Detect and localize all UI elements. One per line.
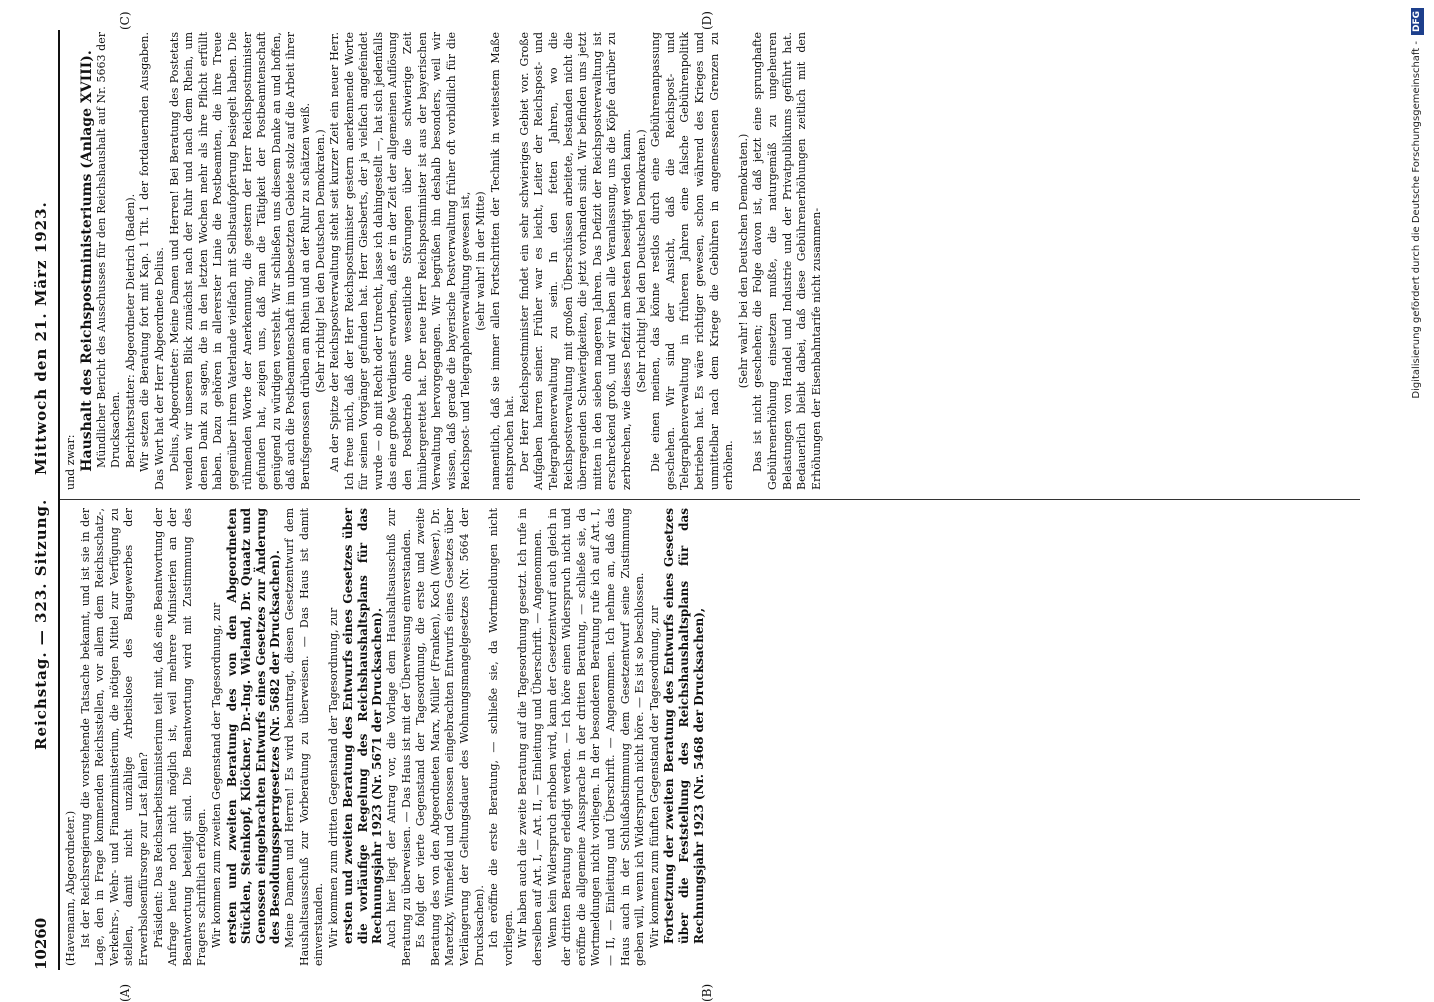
interjection: (Sehr richtig! bei den Deutschen Demokraten.) bbox=[634, 129, 648, 393]
speech-paragraph: namentlich, daß sie immer allen Fortschritten der Technik in weitestem Maße entsprochen hat. bbox=[488, 32, 517, 490]
paragraph: Es folgt der vierte Gegenstand der Tagesordnung, die erste und zweite Beratung des von den Abgeordneten Marx, Müller (Franken), Koch (Weser), Dr. Maretzky, Winnefeld und Genossen eingebrachten Entwurfs eines Gesetzes über Verlängerung der Geltungsdauer des Wohnungsmangelgesetzes (Nr. 5664 der Drucksachen). bbox=[414, 508, 486, 966]
agenda-item: Fortsetzung der zweiten Beratung des Entwurfs eines Gesetzes über die Feststellung des Reichshaushaltsplans für das Rechnungsjahr 1923 (Nr. 5468 der Drucksachen), bbox=[662, 508, 706, 944]
paragraph: Wir setzen die Beratung fort mit Kap. 1 Tit. 1 der fortdauernden Ausgaben. Das Wort hat der Herr Abgeordnete Delius. bbox=[138, 32, 166, 490]
paragraph: Ich eröffne die erste Beratung, — schließe sie, da Wortmeldungen nicht vorliegen. bbox=[487, 508, 515, 966]
paragraph: Wir kommen zum fünften Gegenstand der Tagesordnung, zur bbox=[647, 605, 661, 948]
paragraph: Wir haben auch die zweite Beratung auf die Tagesordnung gesetzt. Ich rufe in derselben auf Art. I, — Art. II, — Einleitung und Überschrift. — Angenommen. bbox=[516, 508, 544, 966]
speech-paragraph: Der Herr Reichspostminister findet ein sehr schwieriges Gebiet vor. Große Aufgaben harren seiner. Früher war es leicht, Leiter der Reichspost- und Telegraphenverwaltung zu sein. In den fetten Jahren, wo die Reichspostverwaltung mit großen Überschüssen arbeitete, bestanden nicht die überragenden Schwierigkeiten, die jetzt vorhanden sind. Wir befinden uns jetzt mitten in den sieben mageren Jahren. Das Defizit der Reichspostverwaltung ist erschreckend groß, und wir haben alle Veranlassung, uns die Köpfe darüber zu zerbrechen, wie dieses Defizit am besten beseitigt werden kann. bbox=[517, 32, 633, 490]
running-title-right: Mittwoch den 21. März 1923. bbox=[32, 201, 50, 475]
paragraph: Ist der Reichsregierung die vorstehende Tatsache bekannt, und ist sie in der Lage, den in Frage kommenden Reichsstellen, vor allem dem Reichsschatz-, Verkehrs-, Wehr- und Finanzministerium, die nötigen Mittel zur Verfügung zu stellen, damit nicht unzählige Arbeitslose des Baugewerbes der Erwerbslosenfürsorge zur Last fallen? bbox=[78, 508, 150, 966]
marker-d: (D) bbox=[700, 11, 714, 30]
speech-paragraph: Die einen meinen, das könne restlos durch eine Gebührenanpassung geschehen. Wir sind der Ansicht, daß die Reichspost- und Telegraphenverwaltung in früheren Jahren eine falsche Gebührenpolitik betrieben hat. Es wäre richtiger gewesen, schon während des Krieges und unmittelbar nach dem Kriege die Gebühren in angemessenen Grenzen zu erhöhen. bbox=[649, 32, 736, 490]
report-line: Mündlicher Bericht des Ausschusses für den Reichshaushalt auf Nr. 5663 der Drucksachen. bbox=[94, 32, 123, 468]
paragraph: Wenn kein Widerspruch erhoben wird, kann der Gesetzentwurf auch gleich in der dritten Beratung erledigt werden. — Ich höre einen Widerspruch nicht und eröffne die allgemeine Aussprache in der dritten Beratung, — schließe sie, da Wortmeldungen nicht vorliegen. In der besonderen Beratung rufe ich auf Art. I, — II, — Einleitung und Überschrift. — Angenommen. Ich nehme an, daß das Haus auch in der Schlußabstimmung dem Gesetzentwurf seine Zustimmung geben will, wenn ich Widerspruch nicht höre. — Es ist so beschlossen. bbox=[545, 508, 647, 966]
page-number: 10260 bbox=[32, 917, 50, 970]
dfg-badge: DFG bbox=[1411, 8, 1424, 35]
paragraph: Wir kommen zum zweiten Gegenstand der Tagesordnung, zur bbox=[209, 602, 223, 948]
agenda-item: ersten und zweiten Beratung des von den Abgeordneten Stücklen, Steinkopf, Klöckner, Dr.-Ing. Wieland, Dr. Quaatz und Genossen eingebrachten Entwurfs eines Gesetzes zur Änderung des Besoldungssperrgesetzes (Nr. 5682 der Drucksachen). bbox=[224, 508, 283, 944]
speech-paragraph: Delius, Abgeordneter: Meine Damen und Herren! Bei Beratung des Postetats wenden wir unseren Blick zunächst nach der Ruhr und nach dem Rhein, um denen Dank zu sagen, die in den letzten Wochen mehr als ihre Pflicht erfüllt haben. Dazu gehören in allererster Linie die Postbeamten, die ihre Treue gegenüber ihrem Vaterlande vielfach mit Selbstaufopferung besiegelt haben. Die rühmenden Worte der Anerkennung, die gestern der Herr Reichspostminister gefunden hat, zeigen uns, daß man die Tätigkeit der Postbeamtenschaft genügend zu würdigen versteht. Wir schließen uns diesem Danke an und hoffen, daß auch die Postbeamtenschaft im unbesetzten Gebiete stolz auf die Arbeit ihrer Berufsgenossen drüben am Rhein und an der Ruhr zu schätzen weiß. bbox=[167, 32, 312, 490]
digitization-credit bbox=[1404, 0, 1430, 1000]
right-column bbox=[64, 32, 824, 490]
agenda-item: ersten und zweiten Beratung des Entwurfs eines Gesetzes über die vorläufige Regelung des Reichshaushaltsplans für das Rechnungsjahr 1923 (Nr. 5671 der Drucksachen). bbox=[341, 508, 385, 944]
speaker-continuation: (Havemann, Abgeordneter.) bbox=[64, 810, 77, 966]
paragraph: und zwar: bbox=[64, 434, 77, 490]
running-title-left: Reichstag. — 323. Sitzung. bbox=[32, 498, 50, 750]
section-heading: Haushalt des Reichspostministeriums (Anlage XVIII). bbox=[78, 50, 95, 472]
paragraph: Wir kommen zum dritten Gegenstand der Tagesordnung, zur bbox=[326, 607, 340, 948]
paragraph: Präsident: Das Reichsarbeitsministerium teilt mit, daß eine Beantwortung der Anfrage heute noch nicht möglich ist, weil mehrere Ministerien an der Beantwortung beteiligt sind. Die Beantwortung wird mit Zustimmung des Fragers schriftlich erfolgen. bbox=[151, 508, 209, 966]
interjection: (Sehr wahr! bei den Deutschen Demokraten.) bbox=[736, 133, 750, 389]
paragraph: Auch hier liegt der Antrag vor, die Vorlage dem Haushaltsausschuß zur Beratung zu überweisen. — Das Haus ist mit der Überweisung einverstanden. bbox=[385, 508, 413, 966]
speech-paragraph: Das ist nicht geschehen; die Folge davon ist, daß jetzt eine sprunghafte Gebührenerhöhung einsetzen mußte, die naturgemäß zu ungeheuren Belastungen von Handel und Industrie und der Privatpublikums geführt hat. Bedauerlich bleibt dabei, daß diese Gebührenerhöhungen zeitlich mit den Erhöhungen der Eisenbahntarife nicht zusammen- bbox=[751, 32, 823, 490]
rapporteur-line: Berichterstatter: Abgeordneter Dietrich (Baden). bbox=[123, 193, 137, 468]
speech-paragraph: An der Spitze der Reichspostverwaltung steht seit kurzer Zeit ein neuer Herr. Ich freue mich, daß der Herr Reichspostminister gestern anerkennende Worte für seinen Vorgänger gefunden hat. Herr Giesberts, der ja vielfach angefeindet wurde — ob mit Recht oder Unrecht, lasse ich dahingestellt —, hat sich jedenfalls das eine große Verdienst erworben, daß er in der Zeit der allgemeinen Auflösung den Postbetrieb ohne wesentliche Störungen über die schwierige Zeit hinübergerettet hat. Der neue Herr Reichspostminister ist aus der bayerischen Verwaltung hervorgegangen. Wir begrüßen ihn deshalb besonders, weil wir wissen, daß gerade die bayerische Postverwaltung früher oft vorbildlich für die Reichspost- und Telegraphenverwaltung gewesen ist, bbox=[328, 32, 473, 490]
marker-c: (C) bbox=[118, 11, 132, 30]
paragraph: Meine Damen und Herren! Es wird beantragt, diesen Gesetzentwurf dem Haushaltsausschuß zur Vorberatung zu überweisen. — Das Haus ist damit einverstanden. bbox=[282, 508, 326, 966]
marker-a: (A) bbox=[118, 983, 132, 1002]
page-header bbox=[30, 30, 56, 970]
column-divider bbox=[60, 499, 1360, 500]
credit-text: Digitalisierung gefördert durch die Deutsche Forschungsgemeinschaft - bbox=[1411, 41, 1422, 399]
left-column bbox=[64, 508, 706, 966]
header-rule bbox=[58, 30, 60, 970]
interjection: (sehr wahr! in der Mitte) bbox=[474, 191, 488, 331]
interjection: (Sehr richtig! bei den Deutschen Demokraten.) bbox=[313, 129, 327, 393]
marker-b: (B) bbox=[700, 983, 714, 1002]
